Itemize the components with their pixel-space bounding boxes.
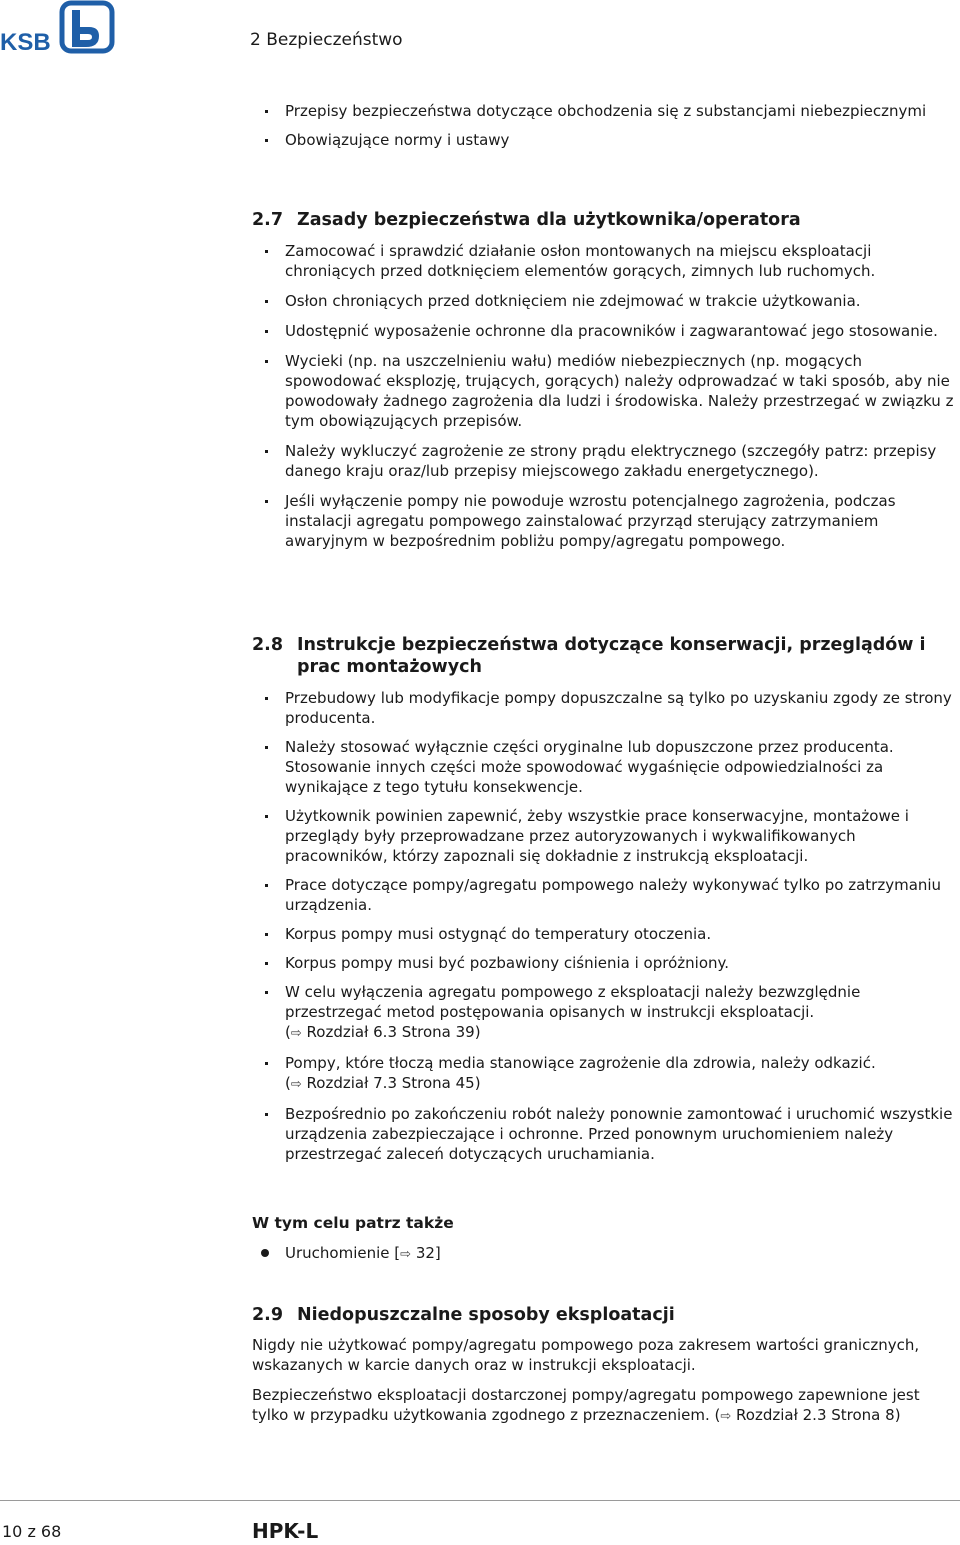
ksb-logo (0, 0, 118, 56)
list-item: Zamocować i sprawdzić działanie osłon montowanych na miejscu eksploatacji chroniących przed dotknięciem elementów gorących, zimnych lub ruchomych. (252, 241, 957, 281)
cross-reference-arrow-icon: ⇨ (720, 1409, 732, 1424)
list-item: Korpus pompy musi być pozbawiony ciśnienia i opróżniony. (252, 953, 957, 973)
see-also-list (252, 1243, 957, 1265)
section-2-7-list (252, 241, 957, 551)
list-item: Przepisy bezpieczeństwa dotyczące obchodzenia się z substancjami niebezpiecznymi (252, 101, 957, 121)
cross-reference-link[interactable]: Rozdział 7.3 Strona 45 (306, 1074, 475, 1092)
list-item: Użytkownik powinien zapewnić, żeby wszystkie prace konserwacyjne, montażowe i przeglądy były przeprowadzane przez autoryzowanych i wykwalifikowanych pracowników, którzy zapoznali się dokładnie z instrukcją eksploatacji. (252, 806, 957, 866)
see-also-heading: W tym celu patrz także (252, 1214, 454, 1232)
section-2-8-list (252, 688, 957, 1164)
section-number: 2.8 (252, 635, 284, 655)
cross-reference-arrow-icon: ⇨ (290, 1026, 302, 1041)
section-title: Zasady bezpieczeństwa dla użytkownika/operatora (297, 210, 801, 230)
list-item: Obowiązujące normy i ustawy (252, 130, 957, 150)
section-title: Instrukcje bezpieczeństwa dotyczące konserwacji, przeglądów i prac montażowych (297, 635, 926, 677)
cross-reference-link[interactable]: Rozdział 6.3 Strona 39 (306, 1023, 475, 1041)
section-2-9-body (252, 1335, 957, 1427)
product-model: HPK-L (252, 1519, 319, 1543)
footer-divider (0, 1500, 960, 1501)
list-item: Korpus pompy musi ostygnąć do temperatury otoczenia. (252, 924, 957, 944)
section-title: Niedopuszczalne sposoby eksploatacji (297, 1305, 675, 1325)
list-item: Bezpośrednio po zakończeniu robót należy ponownie zamontować i uruchomić wszystkie urządzenia zabezpieczające i ochronne. Przed ponownym uruchomieniem należy przestrzegać zaleceń dotyczących uruchamiania. (252, 1104, 957, 1164)
section-heading-2-7 (252, 209, 957, 231)
list-item: W celu wyłączenia agregatu pompowego z eksploatacji należy bezwzględnie przestrzegać metod postępowania opisanych w instrukcji eksploatacji. (⇨ Rozdział 6.3 Strona 39) (252, 982, 957, 1044)
paragraph: Nigdy nie użytkować pompy/agregatu pompowego poza zakresem wartości granicznych, wskazanych w karcie danych oraz w instrukcji eksploatacji. (252, 1336, 920, 1374)
list-item: Przebudowy lub modyfikacje pompy dopuszczalne są tylko po uzyskaniu zgody ze strony producenta. (252, 688, 957, 728)
list-item: Należy stosować wyłącznie części oryginalne lub dopuszczone przez producenta. Stosowanie innych części może spowodować wygaśnięcie odpowiedzialności za wynikające z tego tytułu konsekwencje. (252, 737, 957, 797)
list-item: Udostępnić wyposażenie ochronne dla pracowników i zagwarantować jego stosowanie. (252, 321, 957, 341)
list-item: Osłon chroniących przed dotknięciem nie zdejmować w trakcie użytkowania. (252, 291, 957, 311)
page-number: 10 z 68 (2, 1522, 62, 1541)
paragraph: Bezpieczeństwo eksploatacji dostarczonej pompy/agregatu pompowego zapewnione jest tylko w przypadku użytkowania zgodnego z przeznaczeniem. (⇨ Rozdział 2.3 Strona 8) (252, 1386, 920, 1424)
section-heading-2-8 (252, 634, 957, 678)
list-item: Prace dotyczące pompy/agregatu pompowego należy wykonywać tylko po zatrzymaniu urządzenia. (252, 875, 957, 915)
list-item: Należy wykluczyć zagrożenie ze strony prądu elektrycznego (szczegóły patrz: przepisy danego kraju oraz/lub przepisy miejscowego zakładu energetycznego). (252, 441, 957, 481)
cross-reference-arrow-icon: ⇨ (290, 1077, 302, 1092)
list-item: Pompy, które tłoczą media stanowiące zagrożenie dla zdrowia, należy odkazić. (⇨ Rozdział 7.3 Strona 45) (252, 1053, 957, 1095)
cross-reference-arrow-icon: ⇨ (400, 1247, 412, 1262)
cross-reference-link[interactable]: Rozdział 2.3 Strona 8 (736, 1406, 895, 1424)
section-number: 2.7 (252, 210, 284, 230)
top-list (252, 101, 957, 150)
list-item: Jeśli wyłączenie pompy nie powoduje wzrostu potencjalnego zagrożenia, podczas instalacji agregatu pompowego zainstalować przyrząd sterujący zatrzymaniem awaryjnym w bezpośrednim pobliżu pompy/agregatu pompowego. (252, 491, 957, 551)
section-number: 2.9 (252, 1305, 284, 1325)
see-also-item[interactable]: Uruchomienie [⇨ 32] (252, 1243, 957, 1265)
list-item: Wycieki (np. na uszczelnieniu wału) mediów niebezpiecznych (np. mogących spowodować eksplozję, trujących, gorących) należy odprowadzać w taki sposób, aby nie powodowały żadnego zagrożenia dla ludzi i środowiska. Należy przestrzegać w związku z tym obowiązujących przepisów. (252, 351, 957, 431)
logo-text: KSB (0, 29, 51, 56)
section-heading-2-9 (252, 1304, 957, 1326)
page-header-title: 2 Bezpieczeństwo (250, 30, 403, 50)
